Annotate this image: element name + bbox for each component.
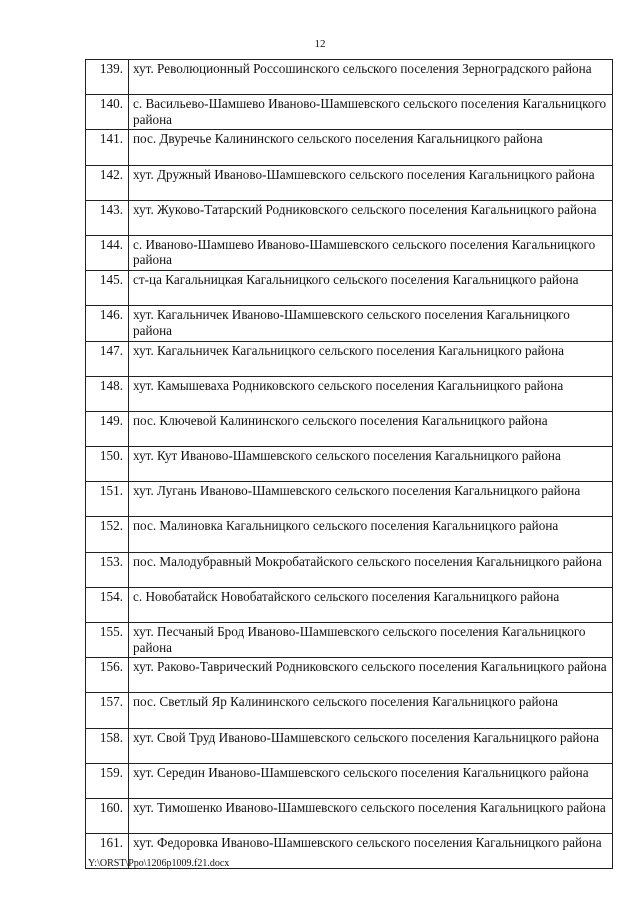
table-row	[86, 411, 613, 446]
row-number: 160.	[86, 798, 129, 833]
table-row	[86, 271, 613, 306]
row-number: 156.	[86, 658, 129, 693]
row-number: 145.	[86, 271, 129, 306]
table-row	[86, 95, 613, 130]
settlement-name: хут. Революционный Россошинского сельского поселения Зерноградского района	[129, 60, 613, 95]
settlement-name: хут. Лугань Иваново-Шамшевского сельского поселения Кагальницкого района	[129, 482, 613, 517]
row-number: 142.	[86, 165, 129, 200]
row-number: 152.	[86, 517, 129, 552]
row-number: 158.	[86, 728, 129, 763]
table-row	[86, 587, 613, 622]
table-row	[86, 517, 613, 552]
table-row	[86, 200, 613, 235]
row-number: 151.	[86, 482, 129, 517]
row-number: 150.	[86, 447, 129, 482]
table-row	[86, 482, 613, 517]
settlement-name: ст-ца Кагальницкая Кагальницкого сельского поселения Кагальницкого района	[129, 271, 613, 306]
row-number: 144.	[86, 235, 129, 270]
table-row	[86, 376, 613, 411]
table-row	[86, 728, 613, 763]
row-number: 147.	[86, 341, 129, 376]
row-number: 155.	[86, 623, 129, 658]
settlement-name: хут. Федоровка Иваново-Шамшевского сельского поселения Кагальницкого района	[129, 834, 613, 869]
settlement-name: с. Иваново-Шамшево Иваново-Шамшевского сельского поселения Кагальницкого района	[129, 235, 613, 270]
settlement-name: хут. Песчаный Брод Иваново-Шамшевского сельского поселения Кагальницкого района	[129, 623, 613, 658]
settlement-name: хут. Свой Труд Иваново-Шамшевского сельского поселения Кагальницкого района	[129, 728, 613, 763]
settlement-name: пос. Светлый Яр Калининского сельского поселения Кагальницкого района	[129, 693, 613, 728]
row-number: 157.	[86, 693, 129, 728]
table-row	[86, 130, 613, 165]
row-number: 143.	[86, 200, 129, 235]
row-number: 153.	[86, 552, 129, 587]
table-row	[86, 165, 613, 200]
settlement-name: хут. Тимошенко Иваново-Шамшевского сельского поселения Кагальницкого района	[129, 798, 613, 833]
row-number: 140.	[86, 95, 129, 130]
settlement-name: пос. Малиновка Кагальницкого сельского поселения Кагальницкого района	[129, 517, 613, 552]
row-number: 146.	[86, 306, 129, 341]
table-row	[86, 447, 613, 482]
settlement-name: с. Новобатайск Новобатайского сельского поселения Кагальницкого района	[129, 587, 613, 622]
settlement-name: пос. Малодубравный Мокробатайского сельского поселения Кагальницкого района	[129, 552, 613, 587]
settlements-table-body	[86, 60, 613, 869]
settlements-table	[85, 59, 613, 869]
table-row	[86, 693, 613, 728]
row-number: 159.	[86, 763, 129, 798]
table-row	[86, 658, 613, 693]
table-row	[86, 798, 613, 833]
settlement-name: хут. Раково-Таврический Родниковского сельского поселения Кагальницкого района	[129, 658, 613, 693]
row-number: 148.	[86, 376, 129, 411]
settlement-name: хут. Кагальничек Кагальницкого сельского поселения Кагальницкого района	[129, 341, 613, 376]
table-row	[86, 623, 613, 658]
table-row	[86, 235, 613, 270]
row-number: 149.	[86, 411, 129, 446]
settlement-name: пос. Ключевой Калининского сельского поселения Кагальницкого района	[129, 411, 613, 446]
settlement-name: хут. Дружный Иваново-Шамшевского сельского поселения Кагальницкого района	[129, 165, 613, 200]
table-row	[86, 552, 613, 587]
settlement-name: с. Васильево-Шамшево Иваново-Шамшевского сельского поселения Кагальницкого района	[129, 95, 613, 130]
table-row	[86, 306, 613, 341]
row-number: 139.	[86, 60, 129, 95]
settlement-name: хут. Жуково-Татарский Родниковского сельского поселения Кагальницкого района	[129, 200, 613, 235]
table-row	[86, 341, 613, 376]
settlement-name: пос. Двуречье Калининского сельского поселения Кагальницкого района	[129, 130, 613, 165]
settlement-name: хут. Камышеваха Родниковского сельского поселения Кагальницкого района	[129, 376, 613, 411]
document-file-path: Y:\ORST\Ppo\1206p1009.f21.docx	[88, 858, 230, 869]
row-number: 161.	[86, 834, 129, 869]
row-number: 141.	[86, 130, 129, 165]
table-row	[86, 60, 613, 95]
settlement-name: хут. Кагальничек Иваново-Шамшевского сельского поселения Кагальницкого района	[129, 306, 613, 341]
settlement-name: хут. Середин Иваново-Шамшевского сельского поселения Кагальницкого района	[129, 763, 613, 798]
row-number: 154.	[86, 587, 129, 622]
table-row	[86, 763, 613, 798]
page-number: 12	[314, 38, 326, 50]
settlement-name: хут. Кут Иваново-Шамшевского сельского поселения Кагальницкого района	[129, 447, 613, 482]
